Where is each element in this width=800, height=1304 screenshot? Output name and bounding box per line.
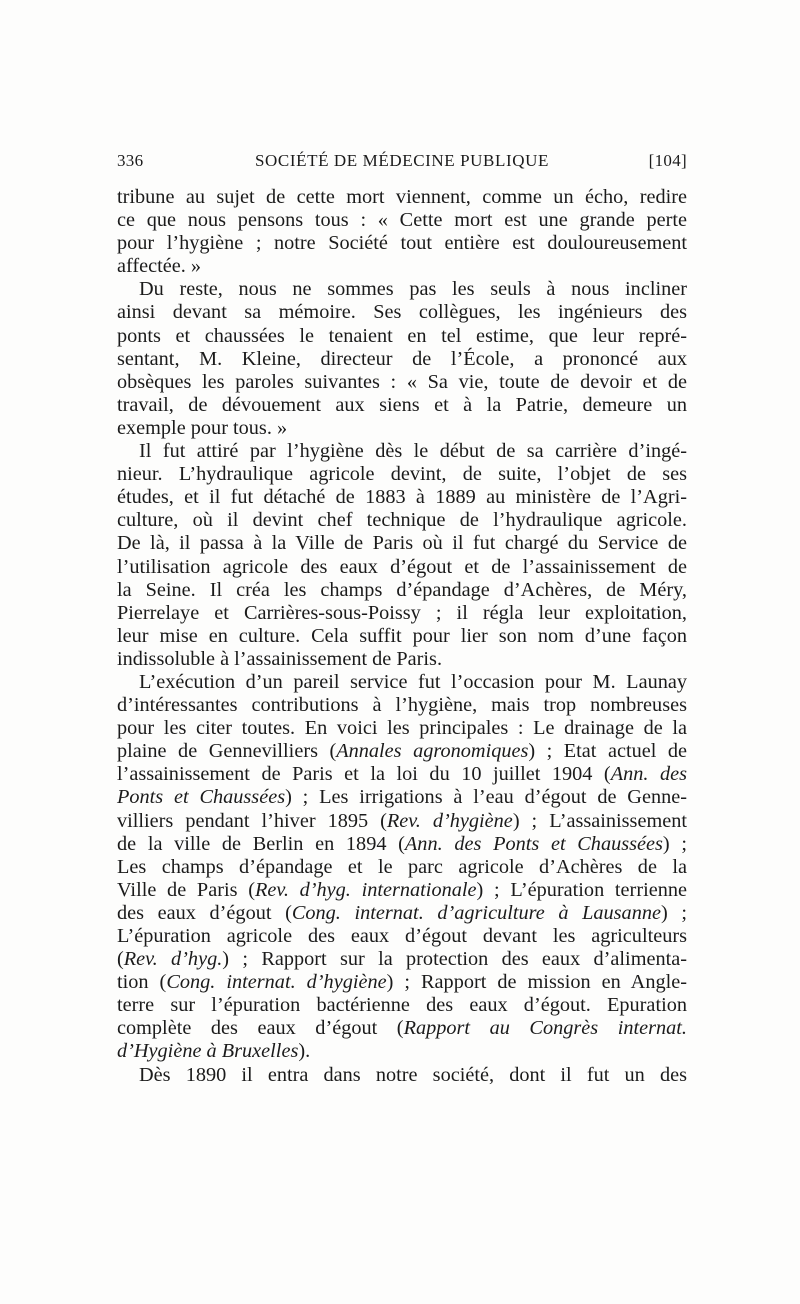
text-line: plaine de Gennevilliers (Annales agronomiques) ; Etat actuel de	[117, 740, 688, 763]
text-line: terre sur l’épuration bactérienne des eaux d’égout. Epuration	[117, 994, 687, 1017]
text-line: des eaux d’égout (Cong. internat. d’agriculture à Lausanne) ;	[117, 901, 687, 924]
paragraph	[117, 671, 687, 1064]
text-line: ponts et chaussées le tenaient en tel estime, que leur repré-	[117, 324, 687, 347]
citation: Ann. des	[610, 763, 687, 786]
citation: d’Hygiène à Bruxelles	[117, 1040, 299, 1063]
text-line: travail, de dévouement aux siens et à la Patrie, demeure un	[117, 393, 687, 416]
body-text	[117, 186, 687, 1087]
text-line: villiers pendant l’hiver 1895 (Rev. d’hygiène) ; L’assainissement	[117, 809, 688, 832]
citation: Ann. des Ponts et Chaussées	[404, 832, 663, 855]
text-line: études, et il fut détaché de 1883 à 1889 au ministère de l’Agri-	[117, 486, 687, 509]
text-line: Dès 1890 il entra dans notre société, dont il fut un des	[139, 1063, 687, 1086]
text-line: Pierrelaye et Carrières-sous-Poissy ; il régla leur exploitation,	[117, 601, 687, 624]
running-head	[117, 148, 687, 174]
text-line: sentant, M. Kleine, directeur de l’École, a prononcé aux	[117, 347, 687, 370]
text-line: (Rev. d’hyg.) ; Rapport sur la protection des eaux d’alimenta-	[117, 948, 688, 971]
text-line: la Seine. Il créa les champs d’épandage d’Achères, de Méry,	[117, 578, 687, 601]
paragraph	[117, 278, 687, 440]
journal-title: SOCIÉTÉ DE MÉDECINE PUBLIQUE	[255, 151, 549, 170]
citation: Annales agronomiques	[336, 740, 529, 763]
citation: Rev. d’hyg. internationale	[254, 878, 477, 901]
text-line: ainsi devant sa mémoire. Ses collègues, les ingénieurs des	[117, 301, 687, 324]
paragraph	[117, 440, 687, 671]
text-line: ce que nous pensons tous : « Cette mort est une grande perte	[117, 209, 687, 232]
text-line: de la ville de Berlin en 1894 (Ann. des Ponts et Chaussées) ;	[117, 832, 687, 855]
text-line: indissoluble à l’assainissement de Paris.	[117, 647, 443, 670]
text-line: Ville de Paris (Rev. d’hyg. internationale) ; L’épuration terrienne	[117, 878, 687, 901]
citation: Rev. d’hyg.	[123, 948, 223, 971]
citation: Cong. internat. d’agriculture à Lausanne	[291, 901, 661, 924]
citation: Cong. internat. d’hygiène	[166, 971, 387, 994]
text-line: L’épuration agricole des eaux d’égout devant les agriculteurs	[117, 925, 687, 947]
page-number: 336	[117, 151, 144, 170]
text-line: Il fut attiré par l’hygiène dès le début de sa carrière d’ingé-	[139, 440, 687, 463]
paragraph	[117, 186, 687, 278]
section-number: [104]	[648, 151, 687, 170]
text-line: nieur. L’hydraulique agricole devint, de suite, l’objet de ses	[117, 463, 687, 486]
text-line: l’assainissement de Paris et la loi du 10 juillet 1904 (Ann. des	[117, 763, 687, 786]
text-line: affectée. »	[117, 255, 202, 278]
citation: Rev. d’hygiène	[386, 809, 513, 832]
text-line: d’intéressantes contributions à l’hygiène, mais trop nombreuses	[117, 694, 687, 717]
text-line: pour les citer toutes. En voici les principales : Le drainage de la	[117, 717, 687, 740]
text-line: Les champs d’épandage et le parc agricole d’Achères de la	[117, 855, 687, 878]
citation: Rapport au Congrès internat.	[403, 1017, 688, 1040]
text-line: tion (Cong. internat. d’hygiène) ; Rapport de mission en Angle-	[117, 971, 688, 994]
text-line: d’Hygiène à Bruxelles).	[117, 1040, 311, 1063]
paragraph	[117, 1064, 687, 1087]
citation: Ponts et Chaussées	[117, 786, 286, 809]
text-line: leur mise en culture. Cela suffit pour lier son nom d’une façon	[117, 624, 687, 647]
text-line: pour l’hygiène ; notre Société tout entière est douloureusement	[117, 232, 687, 255]
text-line: complète des eaux d’égout (Rapport au Congrès internat.	[117, 1017, 688, 1040]
text-line: exemple pour tous. »	[117, 416, 288, 439]
text-line: Ponts et Chaussées) ; Les irrigations à l’eau d’égout de Genne-	[117, 786, 687, 809]
text-line: Du reste, nous ne sommes pas les seuls à nous incliner	[139, 278, 687, 301]
text-line: De là, il passa à la Ville de Paris où il fut chargé du Service de	[117, 532, 687, 555]
text-line: obsèques les paroles suivantes : « Sa vie, toute de devoir et de	[117, 370, 687, 393]
text-line: L’exécution d’un pareil service fut l’occasion pour M. Launay	[139, 670, 687, 693]
text-line: l’utilisation agricole des eaux d’égout et de l’assainissement de	[117, 555, 687, 578]
text-line: culture, où il devint chef technique de l’hydraulique agricole.	[117, 509, 687, 532]
text-line: tribune au sujet de cette mort viennent, comme un écho, redire	[117, 186, 687, 208]
